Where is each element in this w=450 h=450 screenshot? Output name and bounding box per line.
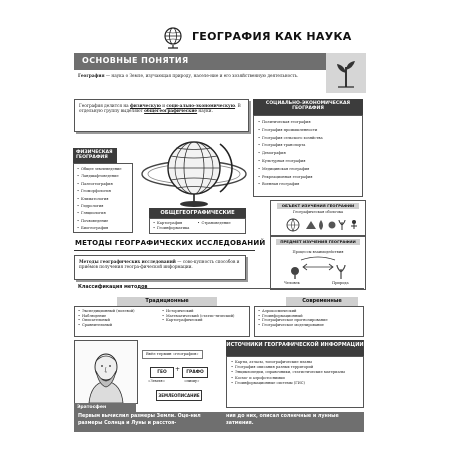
list-item: • Исторический (162, 309, 246, 314)
earth-desc-box: ЗЕМЛЕОПИСАНИЕ (156, 390, 202, 401)
traditional-grid (78, 309, 246, 327)
eratosthenes-portrait (74, 340, 138, 404)
definition-text: — наука о Земле, изучающая природу, населе-ние и его хозяйственную деятельность. (104, 73, 299, 78)
subject-title: ПРЕДМЕТ ИЗУЧЕНИЯ ГЕОГРАФИИ (276, 239, 360, 245)
list-item: • Страноведение (198, 221, 243, 226)
list-item: • Медицинская география (258, 166, 358, 174)
subject-right: Природа (332, 281, 349, 285)
footer-right: ния до них, описал солнечные и лунные затмения. (226, 414, 339, 426)
division-box (74, 99, 249, 132)
object-box (270, 200, 366, 236)
basics-band-title: ОСНОВНЫЕ ПОНЯТИЯ (82, 56, 189, 65)
list-item: • Картографический (162, 318, 246, 323)
geo-box: ГЕО (150, 367, 174, 378)
footer-left: Первым вычислил размеры Земли. Оце-нил размеры Солнца и Луны и расстоя- (78, 414, 201, 426)
sources-title: ИСТОЧНИКИ ГЕОГРАФИЧЕСКОЙ ИНФОРМАЦИИ (226, 340, 364, 356)
modern-label: Современные (286, 297, 358, 306)
list-item: • Сравнительный (78, 323, 162, 328)
globe-icon (162, 26, 184, 50)
methods-band (74, 238, 266, 251)
list-item: • Рекреационная география (258, 174, 358, 182)
division-text-1: География делится на (79, 103, 130, 108)
socio-list (258, 119, 358, 189)
list-item: • География промышленности (258, 127, 358, 135)
globe-illustration (136, 134, 252, 208)
nature-icons (271, 216, 365, 234)
list-item: • Биогеография (77, 225, 129, 232)
footer-band (74, 412, 364, 432)
list-item: • Политическая география (258, 119, 358, 127)
modern-list (258, 309, 360, 327)
list-item: • Энциклопедии, справочники, статистические материалы (231, 370, 359, 375)
subject-left: Человек (284, 281, 300, 285)
page-title: ГЕОГРАФИЯ КАК НАУКА (192, 30, 352, 43)
socio-title: СОЦИАЛЬНО-ЭКОНОМИЧЕСКАЯ ГЕОГРАФИЯ (253, 99, 363, 115)
object-caption: Географическая оболочка (292, 210, 344, 214)
list-item: • Экспедиционный (полевой) (78, 309, 162, 314)
general-list (153, 221, 242, 230)
definition-term: География (78, 73, 105, 78)
list-item: • Климатология (77, 196, 129, 203)
classification-label: Классификация методов (78, 285, 148, 290)
portrait-name: Эратосфен (74, 403, 136, 412)
traditional-col-1 (78, 309, 162, 327)
list-item: • Культурная география (258, 158, 358, 166)
list-item: • Геоинформационный (258, 314, 360, 319)
physical-list-box (73, 163, 133, 233)
traditional-label: Традиционные (117, 297, 217, 306)
socio-list-box (253, 115, 363, 197)
sources-list (231, 360, 359, 386)
list-item: • Палеогеография (77, 181, 129, 188)
list-item: • География транспорта (258, 142, 358, 150)
list-item: • География описания разных территорий (231, 365, 359, 370)
geography-definition (78, 73, 324, 78)
modern-box (254, 306, 364, 337)
general-col-1 (153, 221, 198, 230)
subject-box (270, 236, 366, 290)
division-text-4: науки. (197, 108, 213, 114)
general-col-2 (198, 221, 243, 230)
list-item: • Геоинформационные системы (ГИС) (231, 381, 359, 386)
object-title: ОБЪЕКТ ИЗУЧЕНИЯ ГЕОГРАФИИ (277, 203, 359, 209)
plus-sign: + (175, 366, 181, 373)
list-item: • Почвоведение (77, 218, 129, 225)
list-item: • Карты, атласы, топографические планы (231, 360, 359, 365)
general-title: ОБЩЕГЕОГРАФИЧЕСКИЕ (149, 208, 246, 218)
list-item: • Демография (258, 150, 358, 158)
write-word: «пишу» (184, 378, 200, 383)
term-origin-label: Ввёл термин «география» (142, 350, 203, 359)
list-item: • Военная география (258, 181, 358, 189)
physical-list (77, 166, 129, 233)
list-item: • Общее землеведение (77, 166, 129, 173)
division-text-3: . В отдельную группу выделяют (79, 103, 241, 114)
methods-text: — сово-купность способов и приёмов получения геогра-фической информации. (79, 259, 240, 270)
list-item: • Гидрология (77, 203, 129, 210)
traditional-box (74, 306, 250, 337)
list-item: • Описательный (78, 318, 162, 323)
list-item: • Гляциология (77, 210, 129, 217)
list-item: • Космо- и аэрофотоснимки (231, 376, 359, 381)
earth-word: «Земля» (148, 378, 166, 383)
division-bold-socio: соци-ально-экономическую (166, 103, 236, 108)
list-item: • Географическое прогнозирование (258, 318, 360, 323)
traditional-col-2 (162, 309, 246, 327)
list-item: • География сельского хозяйства (258, 135, 358, 143)
division-bold-physical: физическую (129, 103, 161, 108)
list-item: • Геоморфология (77, 188, 129, 195)
physical-title: ФИЗИЧЕСКАЯ ГЕОГРАФИЯ (73, 148, 117, 163)
basics-band (74, 53, 326, 70)
list-item: • Картография (153, 221, 198, 226)
list-item: • Аэрокосмический (258, 309, 360, 314)
division-text-2: и (160, 103, 167, 108)
methods-term: Методы географических исследований (79, 259, 176, 264)
classification-line (140, 288, 364, 289)
list-item: • Ландшафтоведение (77, 173, 129, 180)
sources-list-box (226, 356, 364, 408)
plant-icon (326, 53, 366, 93)
grafo-box: ГРАФО (182, 367, 208, 378)
methods-definition-box (74, 255, 246, 280)
list-item: • Геоинформатика (153, 226, 198, 231)
methods-band-title: МЕТОДЫ ГЕОГРАФИЧЕСКИХ ИССЛЕДОВАНИЙ (75, 239, 266, 247)
general-list-box (149, 218, 246, 234)
division-bold-general: общегеографические (144, 108, 198, 114)
list-item: • Географическое моделирование (258, 323, 360, 328)
list-item: • Наблюдение (78, 314, 162, 319)
list-item: • Математический (статис-тический) (162, 314, 246, 319)
subject-top: Процессы взаимодействия (292, 250, 344, 254)
interaction-arrows (271, 255, 365, 281)
